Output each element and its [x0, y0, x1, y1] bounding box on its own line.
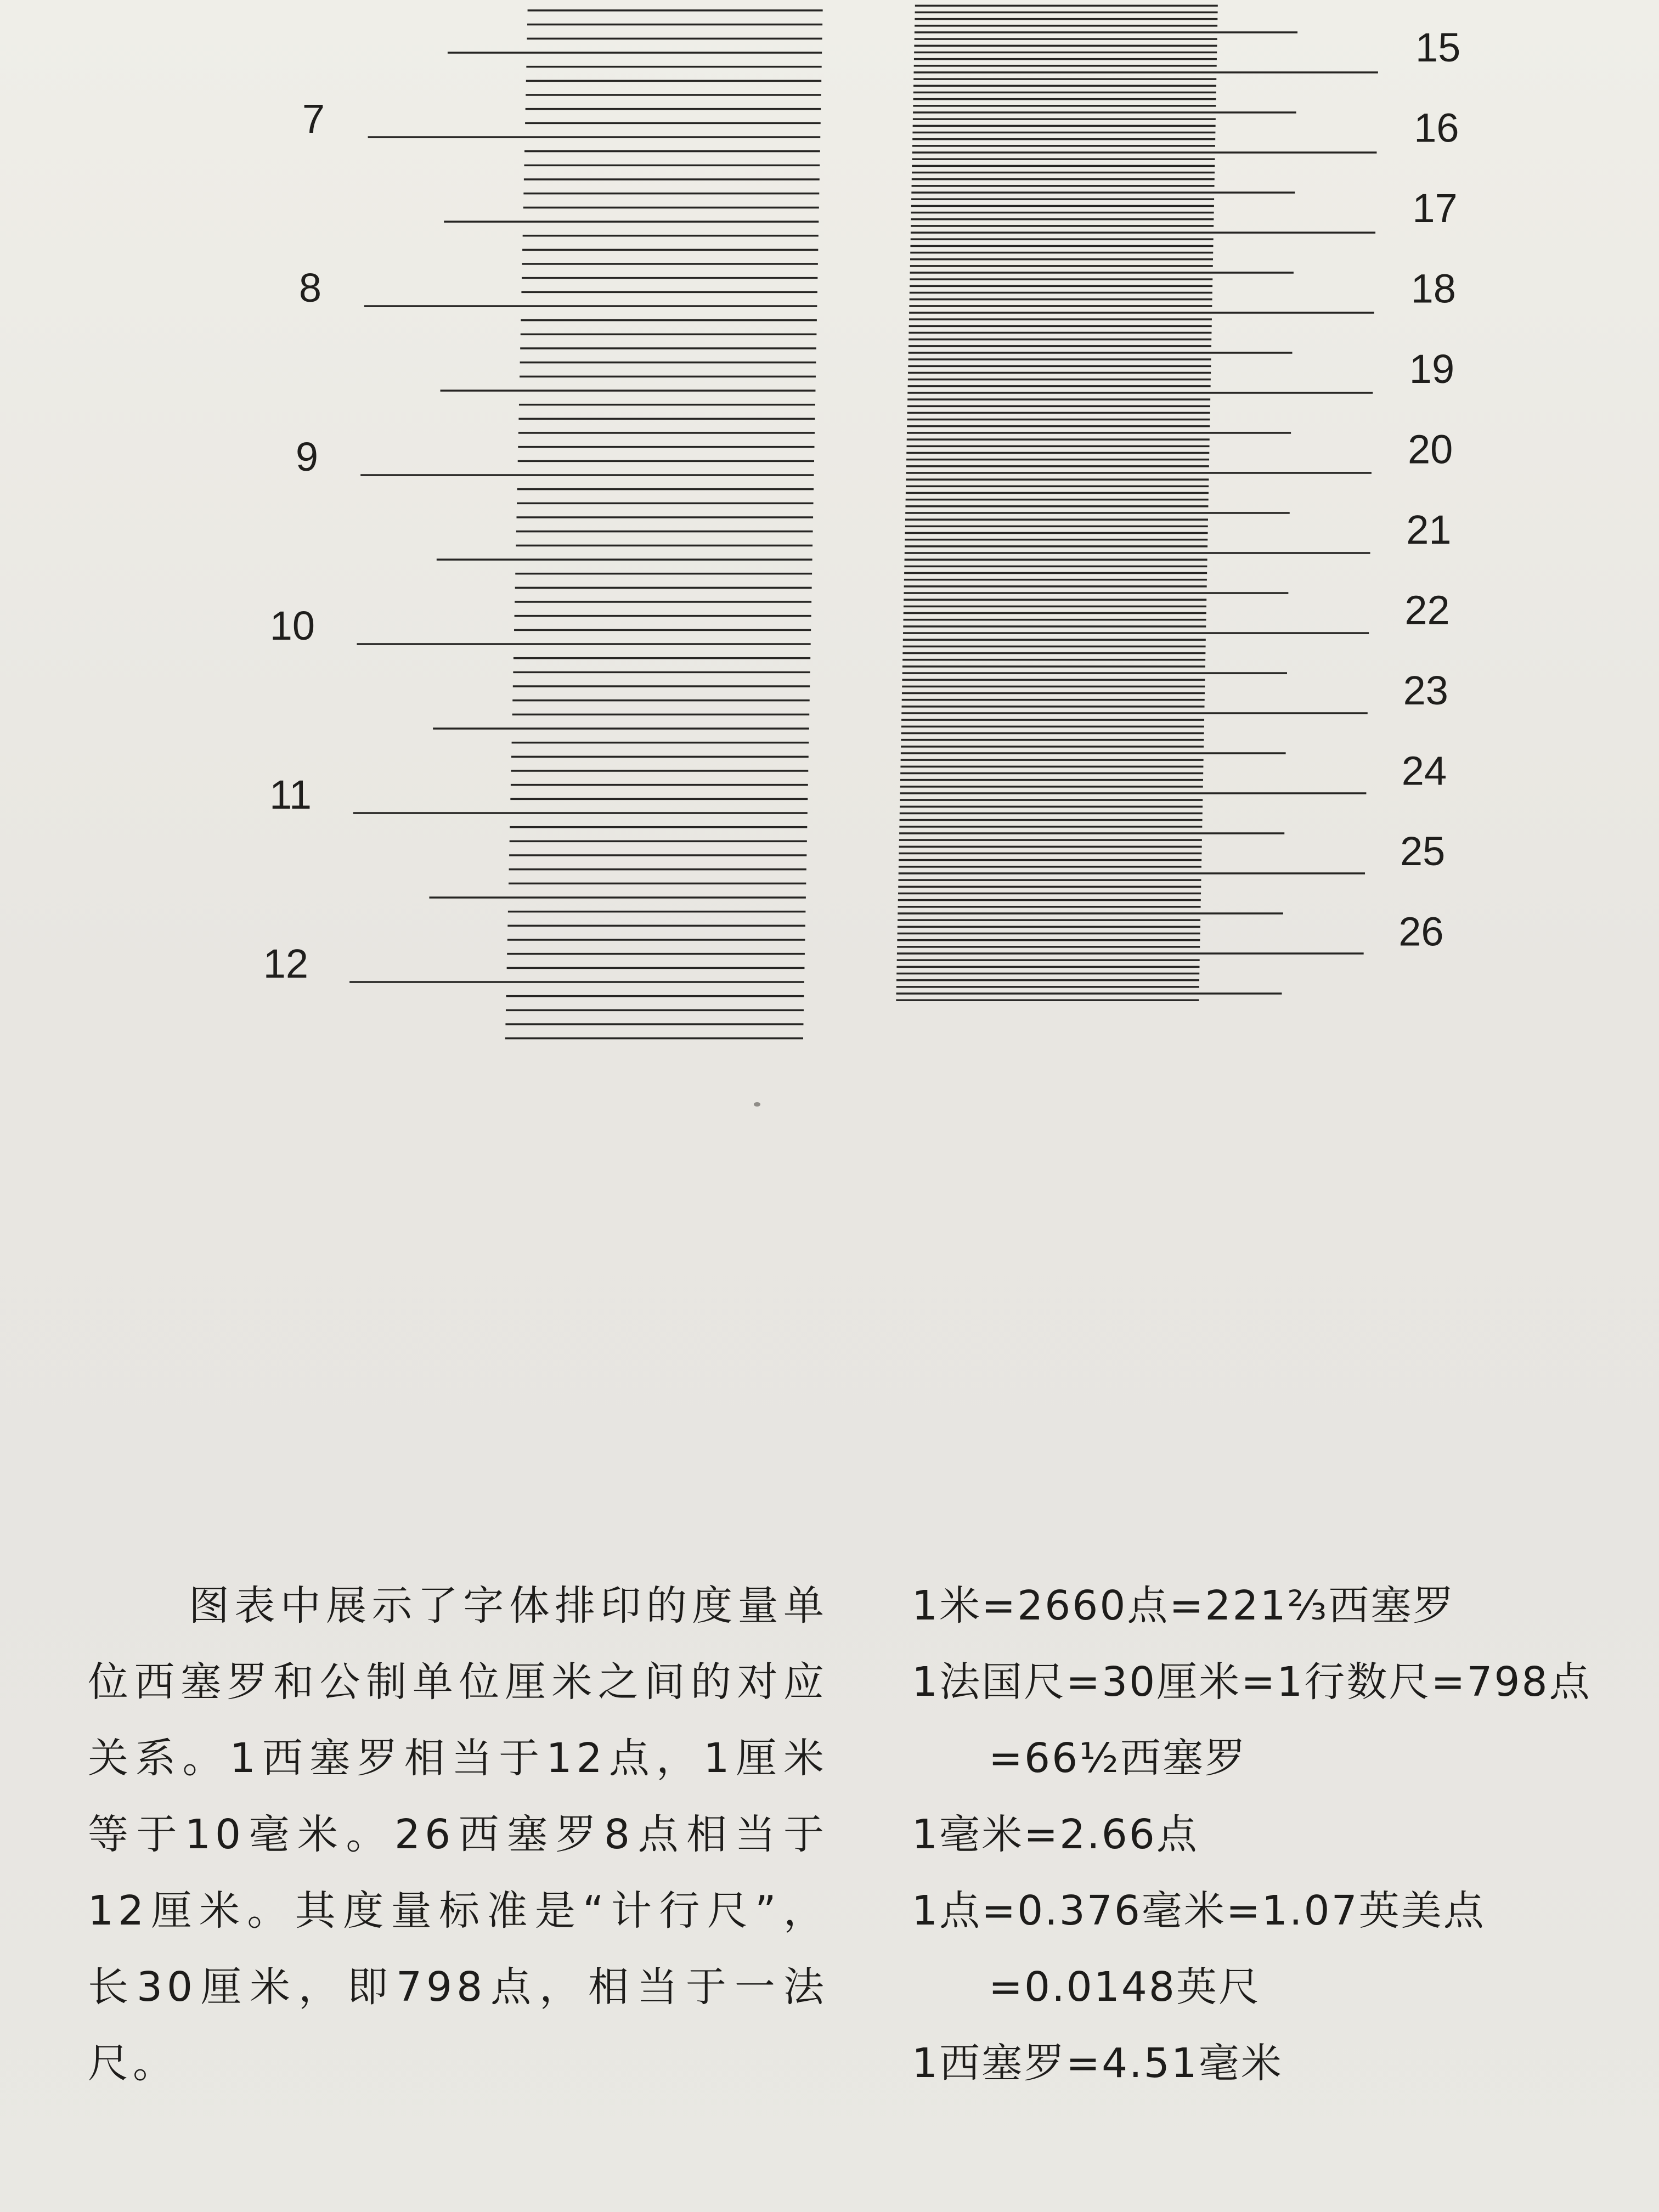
conversion-line: 1米=2660点=221⅔西塞罗 — [912, 1582, 1455, 1629]
scale-number-right: 16 — [1414, 105, 1459, 151]
scale-number-left: 7 — [302, 96, 325, 142]
scale-number-left: 10 — [269, 603, 315, 648]
right-ruler-lines — [896, 5, 1378, 1000]
conversion-line: 1西塞罗=4.51毫米 — [912, 2040, 1283, 2087]
scale-number-right: 26 — [1398, 909, 1444, 955]
scale-number-left: 9 — [295, 434, 318, 479]
scale-number-right: 23 — [1403, 668, 1448, 713]
conversion-line: 1法国尺=30厘米=1行数尺=798点 — [912, 1658, 1592, 1706]
scale-number-left: 11 — [269, 772, 312, 817]
ruler-scale-diagram — [0, 0, 1659, 1042]
conversion-list — [912, 1568, 1592, 2102]
print-speck — [754, 1102, 760, 1107]
scale-number-right: 18 — [1410, 266, 1456, 312]
conversion-line: 1毫米=2.66点 — [912, 1811, 1199, 1858]
scale-number-right: 22 — [1404, 587, 1450, 633]
conversion-line: =66½西塞罗 — [989, 1735, 1247, 1782]
scale-number-right: 25 — [1400, 828, 1446, 874]
scale-number-right: 15 — [1415, 25, 1461, 70]
conversion-line: =0.0148英尺 — [989, 1963, 1261, 2011]
scale-number-left: 12 — [263, 941, 308, 986]
scale-number-right: 17 — [1412, 185, 1458, 231]
left-ruler-lines — [349, 10, 823, 1042]
description-paragraph: 图表中展示了字体排印的度量单位西塞罗和公制单位厘米之间的对应关系。1西塞罗相当于12点，1厘米等于10毫米。26西塞罗8点相当于12厘米。其度量标准是“计行尺”，长30厘米，即798点，相当于一法尺。 — [88, 1582, 828, 2087]
scale-number-right: 24 — [1401, 748, 1447, 794]
scale-number-left: 8 — [298, 265, 321, 311]
scale-number-right: 21 — [1406, 507, 1452, 552]
scale-number-right: 19 — [1409, 346, 1455, 392]
conversion-line: 1点=0.376毫米=1.07英美点 — [912, 1887, 1486, 1934]
scale-number-right: 20 — [1408, 426, 1453, 472]
